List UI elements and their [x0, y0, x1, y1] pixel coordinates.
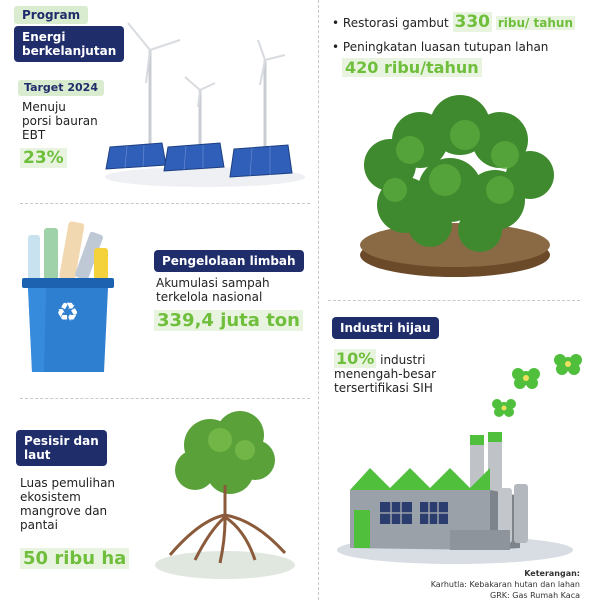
energy-title-line2: berkelanjutan [22, 44, 117, 58]
industry-desc-line3: tersertifikasi SIH [334, 381, 433, 395]
legend-title: Keterangan: [524, 569, 580, 578]
energy-value: 23% [20, 148, 67, 168]
forest-icon [350, 95, 560, 290]
waste-description [156, 276, 270, 304]
energy-desc-line3: EBT [22, 128, 46, 142]
waste-desc-line1: Akumulasi sampah [156, 276, 270, 290]
coastal-title-line2: laut [24, 448, 51, 462]
coastal-desc-line2: ekosistem [20, 490, 81, 504]
energy-title-line1: Energi [22, 30, 66, 44]
target-label: Target 2024 [18, 80, 104, 96]
coastal-description [20, 476, 115, 532]
legend-line1: Karhutla: Kebakaran hutan dan lahan [430, 580, 580, 589]
forest-bullet2-value: 420 ribu/tahun [342, 58, 482, 77]
flower-icon [486, 352, 586, 422]
legend [400, 568, 580, 601]
coastal-title [16, 430, 107, 466]
mangrove-tree-icon [150, 405, 300, 585]
forest-bullet1-unit: ribu/ tahun [497, 16, 574, 30]
industry-title: Industri hijau [332, 317, 439, 339]
forest-bullet-restoration: • Restorasi gambut 330 ribu/ tahun [332, 12, 574, 32]
waste-title: Pengelolaan limbah [154, 250, 304, 272]
divider-forest [328, 300, 580, 301]
divider-waste [20, 398, 310, 399]
energy-desc-line2: porsi bauran [22, 114, 98, 128]
coastal-desc-line3: mangrove dan [20, 504, 108, 518]
industry-value: 10% [336, 349, 375, 368]
recycle-icon: ♻ [56, 298, 80, 328]
industry-description [334, 349, 437, 395]
program-label: Program [14, 6, 88, 24]
factory-icon [330, 430, 580, 570]
solar-panel-icon [100, 135, 310, 190]
industry-desc-line2: menengah-besar [334, 367, 437, 381]
divider-energy [20, 203, 310, 204]
forest-bullet1-value: 330 [454, 12, 490, 32]
industry-desc-line1: industri [376, 353, 426, 367]
coastal-value: 50 ribu ha [20, 548, 129, 569]
coastal-desc-line4: pantai [20, 518, 58, 532]
forest-bullet2-text: Peningkatan luasan tutupan lahan [342, 40, 549, 54]
coastal-desc-line1: Luas pemulihan [20, 476, 116, 490]
waste-value: 339,4 juta ton [154, 310, 303, 331]
legend-line2: GRK: Gas Rumah Kaca [490, 591, 580, 600]
forest-bullet-coverage: • Peningkatan luasan tutupan lahan [332, 40, 549, 54]
column-divider [318, 0, 319, 600]
energy-desc-line1: Menuju [22, 100, 66, 114]
waste-desc-line2: terkelola nasional [156, 290, 263, 304]
energy-description [22, 100, 98, 142]
forest-bullet1-text: Restorasi gambut [342, 16, 449, 30]
coastal-title-line1: Pesisir dan [24, 434, 99, 448]
